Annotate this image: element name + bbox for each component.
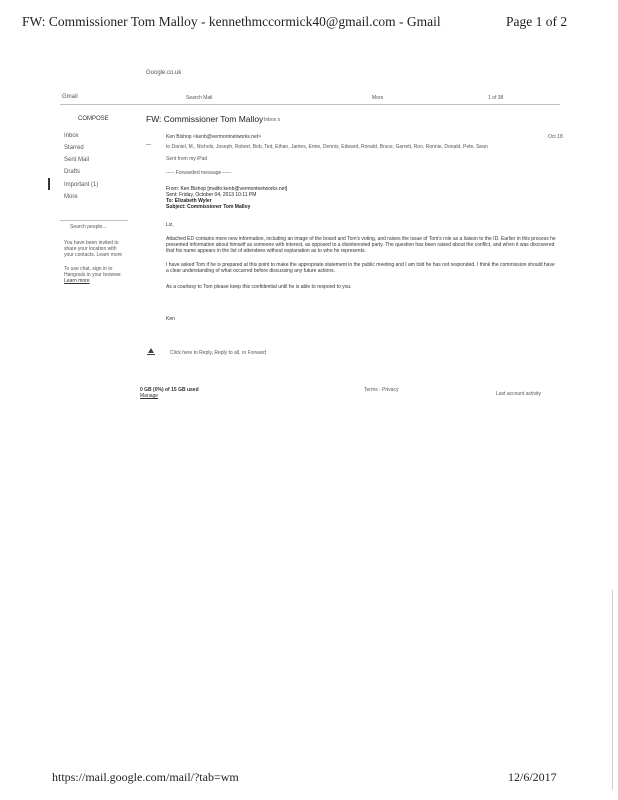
body-paragraph: I have asked Tom if he is prepared at this point to make the appropriate statement in the public meeting and I am told he has not responded. I think the commission should have a clear understanding of what occurred before discussing any future actions. <box>166 262 555 274</box>
signoff: Ken <box>166 316 175 322</box>
sidebar-item-inbox[interactable]: Inbox <box>64 133 79 139</box>
account-label: Google.co.uk <box>146 70 182 76</box>
sidebar-item-important[interactable]: Important (1) <box>64 182 99 188</box>
reply-prompt[interactable]: Click here to Reply, Reply to all, or Forward <box>170 350 267 356</box>
sidebar-selected-marker <box>48 178 50 190</box>
fwd-subject: Subject: Commissioner Tom Malloy <box>166 204 251 210</box>
salutation: Liz, <box>166 222 174 228</box>
chat-note-line: You have been invited to <box>64 240 119 246</box>
search-mail-field[interactable]: Search Mail <box>186 95 213 101</box>
chat-note-line: share your location with <box>64 246 117 252</box>
chat-note-line: Hangouts in your browser. <box>64 272 123 278</box>
toolbar-divider <box>60 104 560 105</box>
sidebar-item-drafts[interactable]: Drafts <box>64 169 81 175</box>
sidebar-item-starred[interactable]: Starred <box>64 145 84 151</box>
forward-note: Sent from my iPad <box>166 156 208 162</box>
fwd-from: From: Ken Bishop [mailto:kenb@vermontnetworks.net] <box>166 186 288 192</box>
reply-arrow-base <box>147 354 155 355</box>
print-url: https://mail.google.com/mail/?tab=wm <box>52 770 239 784</box>
storage-usage: 0 GB (0%) of 15 GB used <box>140 387 199 393</box>
fwd-to: To: Elizabeth Wyler <box>166 198 212 204</box>
forwarded-header: ----- Forwarded message ----- <box>166 170 232 176</box>
email-subject: FW: Commissioner Tom Malloy <box>146 114 264 124</box>
manage-storage-link[interactable]: Manage <box>140 393 159 399</box>
chat-learn-more-link[interactable]: Learn more <box>64 278 90 284</box>
body-paragraph: As a courtesy to Tom please keep this confidential until he is able to respond to you. <box>166 284 352 290</box>
fwd-sent: Sent: Friday, October 04, 2013 10:11 PM <box>166 192 257 198</box>
print-title: FW: Commissioner Tom Malloy - kennethmccormick40@gmail.com - Gmail <box>22 14 441 29</box>
message-count: 1 of 38 <box>488 95 504 101</box>
sidebar-item-more[interactable]: More <box>64 194 78 200</box>
message-date: Oct 18 <box>548 134 563 140</box>
chat-divider <box>60 220 128 221</box>
last-activity: Last account activity <box>496 391 542 397</box>
inbox-label-chip[interactable]: Inbox x <box>264 117 281 123</box>
scan-edge-mark <box>612 590 613 790</box>
sender-name: Ken Bishop <kenb@vermontnetworks.net> <box>166 134 262 140</box>
chat-note-line: To use chat, sign in to <box>64 266 113 272</box>
print-page-number: Page 1 of 2 <box>506 14 568 29</box>
collapse-icon[interactable]: — <box>146 142 151 148</box>
chat-search[interactable]: Search people... <box>70 224 107 230</box>
sidebar-item-sent[interactable]: Sent Mail <box>64 157 90 163</box>
terms-privacy-link[interactable]: Terms - Privacy <box>364 387 399 393</box>
chat-note-line: your contacts. Learn more <box>64 252 123 258</box>
reply-arrow-icon[interactable] <box>148 348 154 353</box>
more-menu[interactable]: More <box>372 95 384 101</box>
body-paragraph: Attached ED contains more new information, including an image of the board and Tom's voting, and raises the issue of Tom's role as a liaison to the ID. Earlier in this process he presented information about himself as someone with interest, as opposed to a disinterested party. The question has been raised about the conflict, and when it was discovered that his name appears in the list of attendees without explanation as to who he represents. <box>166 236 556 254</box>
print-date: 12/6/2017 <box>508 770 557 784</box>
compose-button[interactable]: COMPOSE <box>78 116 109 122</box>
recipient-list: to Daniel, M., Nichols, Joseph, Robert, Bob, Ted, Ethan, James, Ernie, Dennis, Edward, Ronald, Bruce, Garrett, Ron, Ronnie, Donald, Pete, Sean <box>166 144 488 150</box>
gmail-brand[interactable]: Gmail <box>62 94 78 100</box>
